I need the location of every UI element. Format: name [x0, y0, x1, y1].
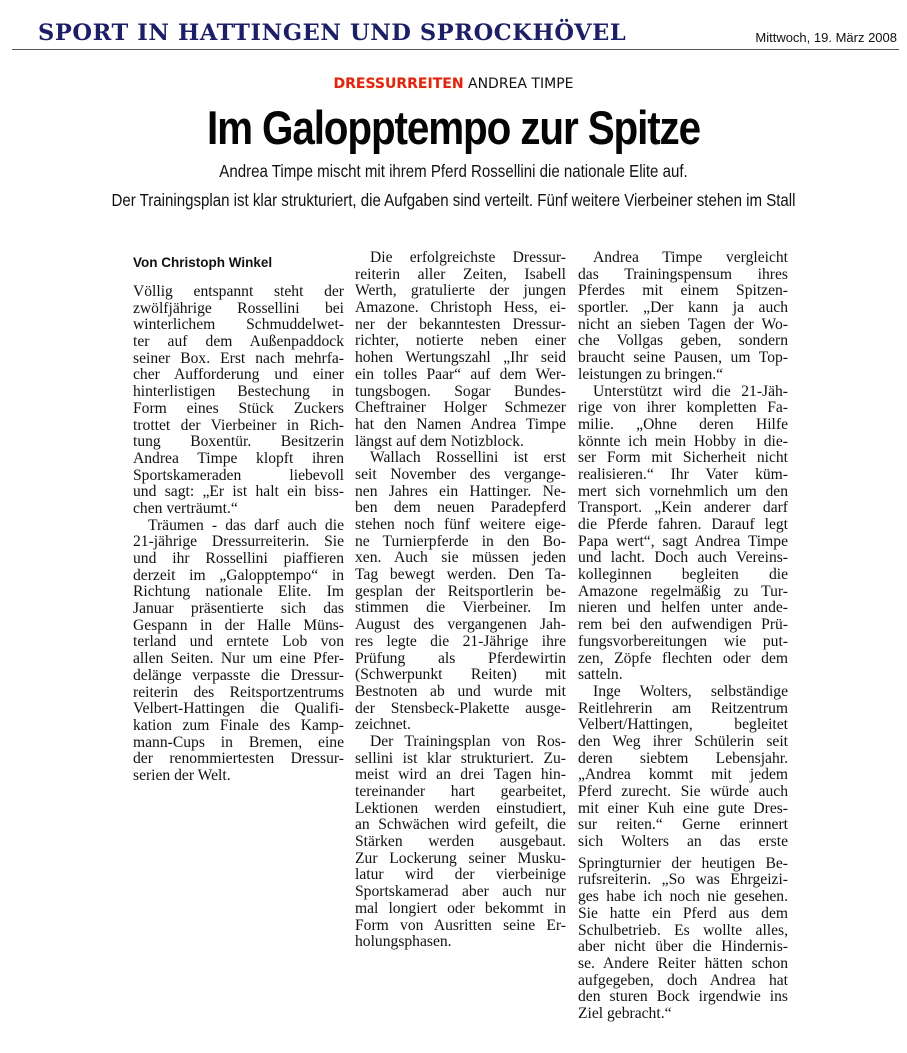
article-line: seit November des vergange-	[355, 465, 566, 483]
article-line: der renommiertesten Dressur-	[133, 750, 344, 768]
article-line: Stärken werden ausgebaut.	[355, 833, 566, 851]
article-line: trottet der Vierbeiner in Rich-	[133, 416, 344, 434]
article-line: Sportskameraden liebevoll	[133, 466, 344, 484]
article-line: hinterlistigen Bestechung in	[133, 383, 344, 401]
article-line: ges habe ich noch nie gesehen.	[578, 888, 788, 906]
kicker	[0, 76, 907, 92]
article-line: der Stensbeck-Plakette ausge-	[355, 699, 566, 717]
article-line: fungsvorbereitungen wie put-	[578, 632, 788, 650]
article-line: zwölfjährige Rossellini bei	[133, 299, 344, 317]
article-line: hohen Wertungszahl „Ihr seid	[355, 349, 566, 367]
article-line: realisieren.“ Ihr Vater küm-	[578, 465, 788, 483]
article-line: deren siebtem Lebensjahr.	[578, 749, 788, 767]
article-line: Pferdes mit einem Spitzen-	[578, 282, 788, 300]
article-line: gesplan der Reitsportlerin be-	[355, 582, 566, 600]
article-line: zeichnet.	[355, 716, 411, 734]
article-line: holungsphasen.	[355, 933, 452, 951]
article-line: „Andrea kommt mit jedem	[578, 766, 788, 784]
byline: Von Christoph Winkel	[133, 255, 273, 270]
article-line: che Vollgas geben, sondern	[578, 332, 788, 350]
article-line: latur wird der vierbeinige	[355, 866, 566, 884]
article-line: Sportskamerad aber auch nur	[355, 883, 566, 901]
article-line: August des vergangenen Jah-	[355, 616, 566, 634]
article-line: ser Form mit Sicherheit nicht	[578, 449, 788, 467]
article-line: den Weg ihrer Schülerin seit	[578, 732, 788, 750]
article-line: seiner Box. Erst nach mehrfa-	[133, 349, 344, 367]
article-line: Amazone. Christoph Hess, ei-	[355, 299, 566, 317]
article-line: längst auf dem Notizblock.	[355, 432, 524, 450]
article-line: Velbert-Hattingen die Qualifi-	[133, 700, 344, 718]
article-line: Inge Wolters, selbständige	[593, 682, 788, 700]
article-line: aufgegeben, doch Andrea hat	[578, 971, 788, 989]
article-line: Springturnier der heutigen Be-	[578, 854, 788, 872]
article-line: braucht seine Pausen, um Top-	[578, 349, 788, 367]
article-line: Der Trainingsplan von Ros-	[370, 732, 566, 750]
article-line: Tag bewegt werden. Den Ta-	[355, 566, 566, 584]
article-line: meist wird an drei Tagen hin-	[355, 766, 566, 784]
article-line: Amazone regelmäßig zu Tur-	[578, 582, 788, 600]
article-line: kation zum Finale des Kamp-	[133, 716, 344, 734]
article-line: Form von Ausritten seine Er-	[355, 916, 566, 934]
article-line: Lektionen werden einstudiert,	[355, 799, 566, 817]
article-line: tung Boxentür. Besitzerin	[133, 433, 344, 451]
article-line: tungsbogen. Sogar Bundes-	[355, 382, 566, 400]
article-line: tereinander hart gearbeitet,	[355, 783, 566, 800]
article-line: Bestnoten ab und wurde mit	[355, 682, 566, 700]
article-line: mal longiert oder bekommt in	[355, 899, 566, 917]
article-line: satteln.	[578, 666, 623, 684]
article-line: mert sich vornehmlich um den	[578, 482, 788, 500]
article-line: nieren und helfen unter ande-	[578, 599, 788, 617]
article-line: Andrea Timpe klopft ihren	[133, 449, 344, 467]
article-line: mit einer Kuh eine gute Dres-	[578, 799, 788, 817]
article-line: sportler. „Der kann ja auch	[578, 299, 788, 317]
article-line: Ziel gebracht.“	[578, 1004, 672, 1022]
article-line: Andrea Timpe vergleicht	[593, 249, 788, 266]
article-line: könnte ich mein Hobby in die-	[578, 432, 788, 450]
article-column-1	[133, 284, 344, 785]
article-line: Zur Lockerung seiner Musku-	[355, 849, 566, 867]
article-line: rufsreiterin. „So was Ehrgeizi-	[578, 871, 788, 889]
article-line: richter, notierte neben einer	[355, 332, 566, 350]
article-line: Gespann in der Halle Müns-	[133, 616, 344, 634]
article-line: winterlichem Schmuddelwet-	[133, 316, 344, 334]
article-line: stimmen die Vierbeiner. Im	[355, 599, 566, 617]
article-line: Richtung nationale Elite. Im	[133, 583, 344, 601]
article-line: leistungen zu bringen.“	[578, 365, 724, 383]
article-line: Werth, gratulierte der jungen	[355, 282, 566, 300]
article-line: Velbert/Hattingen, begleitet	[578, 716, 788, 734]
headline: Im Galopptempo zur Spitze	[206, 101, 701, 154]
article-line: Reitlehrerin am Reitzentrum	[578, 699, 788, 717]
article-line: Sie hatte ein Pferd aus dem	[578, 904, 788, 922]
header-rule	[12, 49, 899, 50]
article-line: Form eines Stück Zuckers	[133, 399, 344, 417]
article-line: (Schwerpunkt Reiten) mit	[355, 666, 566, 684]
article-line: reiterin aller Zeiten, Isabell	[355, 265, 566, 283]
article-line: serien der Welt.	[133, 766, 231, 784]
article-line: milie. „Ohne deren Hilfe	[578, 415, 788, 433]
article-line: derzeit im „Galopptempo“ in	[133, 566, 344, 584]
article-line: ter auf dem Außenpaddock	[133, 333, 344, 351]
article-line: Cheftrainer Holger Schmezer	[355, 399, 566, 417]
article-line: Schulbetrieb. Es wollte alles,	[578, 921, 788, 939]
article-line: ne Turnierpferde in den Bo-	[355, 532, 566, 550]
article-line: den sturen Bock irgendwie ins	[578, 988, 788, 1006]
article-line: sich Wolters an das erste	[578, 833, 788, 851]
subheadline-1: Andrea Timpe mischt mit ihrem Pferd Rossellini die nationale Elite auf.	[219, 161, 688, 181]
article-line: Prüfung als Pferdewirtin	[355, 649, 566, 667]
article-line: Unterstützt wird die 21-Jäh-	[593, 382, 788, 400]
article-line: Transport. „Kein anderer darf	[578, 499, 788, 517]
kicker-category: DRESSURREITEN	[333, 76, 464, 92]
article-line: das Trainingspensum ihres	[578, 265, 788, 283]
article-line: res legte die 21-Jährige ihre	[355, 632, 566, 650]
article-line: Wallach Rossellini ist erst	[370, 449, 566, 467]
article-line: chen verträumt.“	[133, 499, 238, 517]
article-line: und sagt: „Er ist halt ein biss-	[133, 483, 344, 501]
article-line: kolleginnen begleiten die	[578, 566, 788, 584]
article-line: ein tolles Paar“ auf dem Wer-	[355, 365, 566, 383]
article-line: reiterin des Reitsportzentrums	[133, 683, 344, 701]
article-line: xen. Auch sie müssen jeden	[355, 549, 566, 567]
article-line: und lacht. Doch auch Vereins-	[578, 549, 788, 567]
kicker-name: ANDREA TIMPE	[468, 76, 574, 92]
article-line: Januar präsentierte sich das	[133, 600, 344, 618]
article-line: sellini ist klar strukturiert. Zu-	[355, 749, 566, 767]
article-line: Träumen - das darf auch die	[148, 516, 344, 534]
publication-date: Mittwoch, 19. März 2008	[755, 30, 897, 45]
article-line: zen, Zöpfe flechten oder dem	[578, 649, 788, 667]
article-line: 21-jährige Dressurreiterin. Sie	[133, 533, 344, 551]
article-line: Pferd zurecht. Sie würde auch	[578, 783, 788, 800]
article-line: an Schwächen wird gefeilt, die	[355, 816, 566, 834]
article-line: se. Andere Reiter hätten schon	[578, 954, 788, 972]
article-line: terland und erntete Lob von	[133, 633, 344, 651]
article-line: und ihr Rossellini piaffieren	[133, 550, 344, 567]
article-line: nicht an sieben Tagen der Wo-	[578, 315, 788, 333]
section-title: SPORT IN HATTINGEN UND SPROCKHÖVEL	[38, 20, 627, 46]
article-column-3	[578, 250, 788, 1023]
article-line: hat den Namen Andrea Timpe	[355, 415, 566, 433]
article-line: die Pferde fahren. Darauf legt	[578, 516, 788, 533]
article-line: rem bei den aufwendigen Prü-	[578, 616, 788, 634]
article-line: ner der bekanntesten Dressur-	[355, 315, 566, 333]
article-line: Die erfolgreichste Dressur-	[370, 249, 566, 266]
article-line: cher Aufforderung und einer	[133, 366, 344, 384]
article-line: sur reiten.“ Gerne erinnert	[578, 816, 788, 834]
article-line: mann-Cups in Bremen, eine	[133, 733, 344, 751]
article-line: delänge verpasste die Dressur-	[133, 666, 344, 684]
article-line: rige von ihrer kompletten Fa-	[578, 399, 788, 417]
article-line: Völlig entspannt steht der	[133, 283, 344, 300]
article-line: aber nicht über die Hindernis-	[578, 938, 788, 956]
article-line: stehen noch fünf weitere eige-	[355, 516, 566, 533]
article-line: Papa wert“, sagt Andrea Timpe	[578, 532, 788, 550]
subheadline-2: Der Trainingsplan ist klar strukturiert, die Aufgaben sind verteilt. Fünf weitere Vierbeiner stehen im Stall	[111, 190, 796, 210]
article-line: ben dem neuen Paradepferd	[355, 499, 566, 517]
article-column-2	[355, 250, 566, 951]
article-line: nen Jahres ein Hattinger. Ne-	[355, 482, 566, 500]
article-line: allen Seiten. Nur um eine Pfer-	[133, 650, 344, 668]
